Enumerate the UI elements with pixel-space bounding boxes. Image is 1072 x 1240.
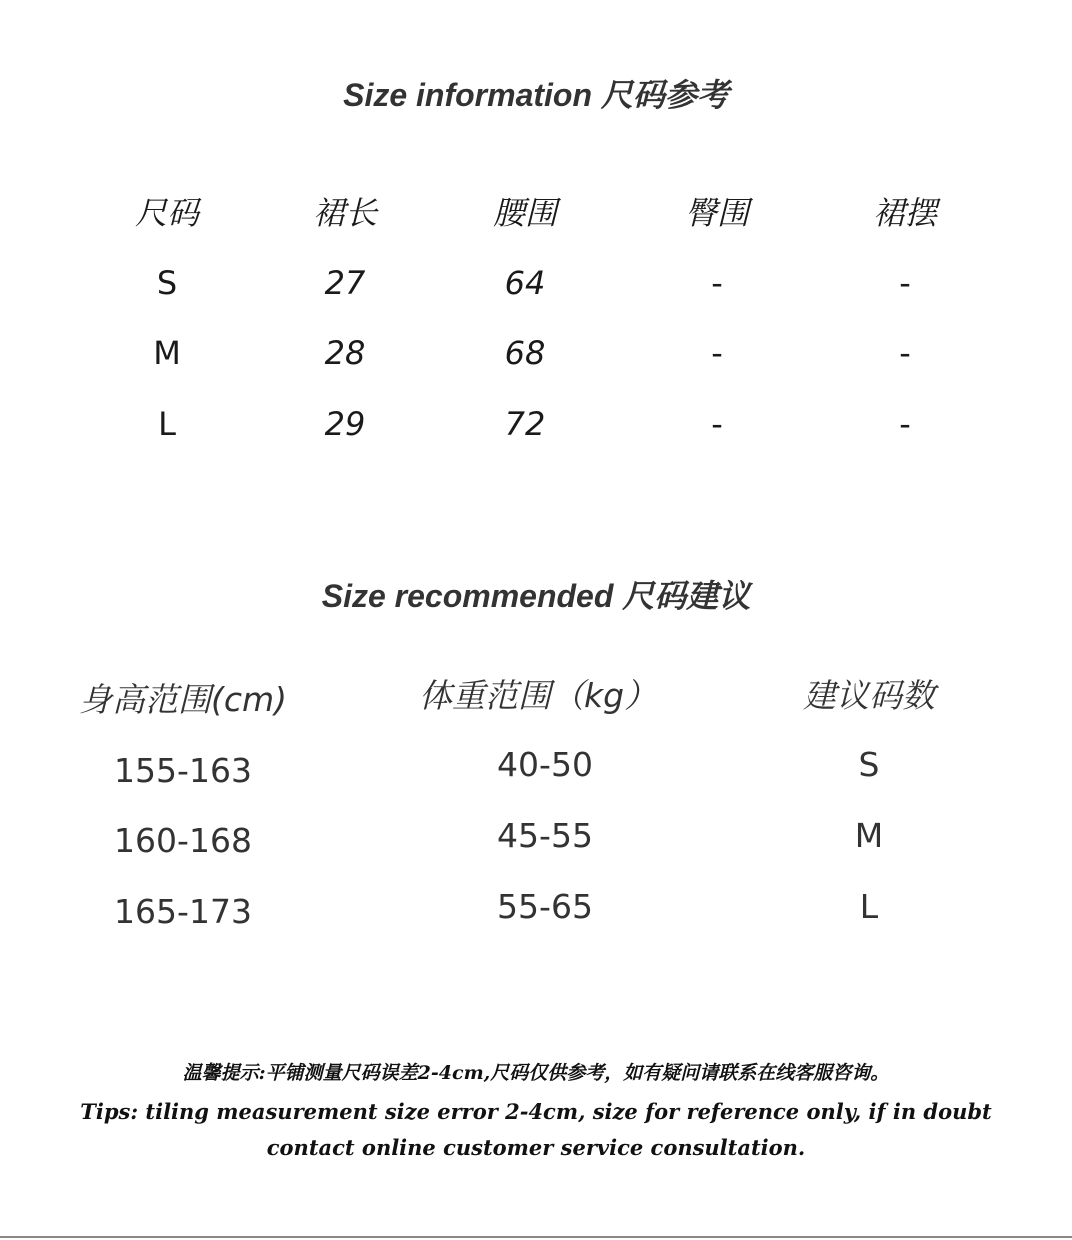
recommend-table-header: 体重范围（kg）	[418, 676, 658, 715]
size-recommended-title: Size recommended 尺码建议	[321, 578, 751, 614]
size-table-cell: -	[711, 405, 723, 443]
size-information-title: Size information 尺码参考	[343, 77, 729, 113]
recommend-table-cell: L	[859, 887, 879, 926]
size-table-header: 裙摆	[872, 194, 938, 232]
recommend-table-header: 建议码数	[803, 676, 935, 715]
size-table-cell: S	[156, 264, 178, 302]
size-table-header: 裙长	[312, 194, 378, 232]
size-table-cell: 68	[504, 334, 546, 372]
size-table-cell: 64	[504, 264, 546, 302]
size-table-cell: -	[711, 334, 723, 372]
recommend-table-cell: M	[854, 816, 884, 855]
size-table-cell: -	[899, 405, 911, 443]
recommend-table-cell: 160-168	[114, 821, 252, 860]
tips-english: Tips: tiling measurement size error 2-4cm, size for reference only, if in doubt contact online customer service consultation.	[80, 1099, 992, 1160]
recommend-table-header: 身高范围(cm)	[78, 680, 288, 719]
recommend-table-cell: 55-65	[497, 887, 593, 926]
recommend-table-cell: 40-50	[497, 745, 593, 784]
recommend-table-cell: 45-55	[497, 816, 593, 855]
size-table-cell: -	[899, 334, 911, 372]
recommend-table-cell: S	[858, 745, 880, 784]
size-table-cell: M	[153, 334, 181, 372]
size-table-cell: 29	[324, 405, 366, 443]
size-table-cell: -	[899, 264, 911, 302]
size-table-header: 臀围	[684, 194, 750, 232]
size-table-cell: 28	[324, 334, 366, 372]
tips-chinese: 温馨提示:平铺测量尺码误差2-4cm,尺码仅供参考，如有疑问请联系在线客服咨询。	[182, 1062, 890, 1084]
size-table-cell: 27	[324, 264, 366, 302]
size-table-header: 腰围	[492, 194, 558, 232]
size-table-cell: L	[158, 405, 176, 443]
recommend-table-cell: 155-163	[114, 751, 252, 790]
recommend-table-cell: 165-173	[114, 892, 252, 931]
size-table-header: 尺码	[134, 194, 200, 232]
size-table-cell: -	[711, 264, 723, 302]
size-table-cell: 72	[504, 405, 546, 443]
bottom-divider	[0, 1236, 1072, 1238]
